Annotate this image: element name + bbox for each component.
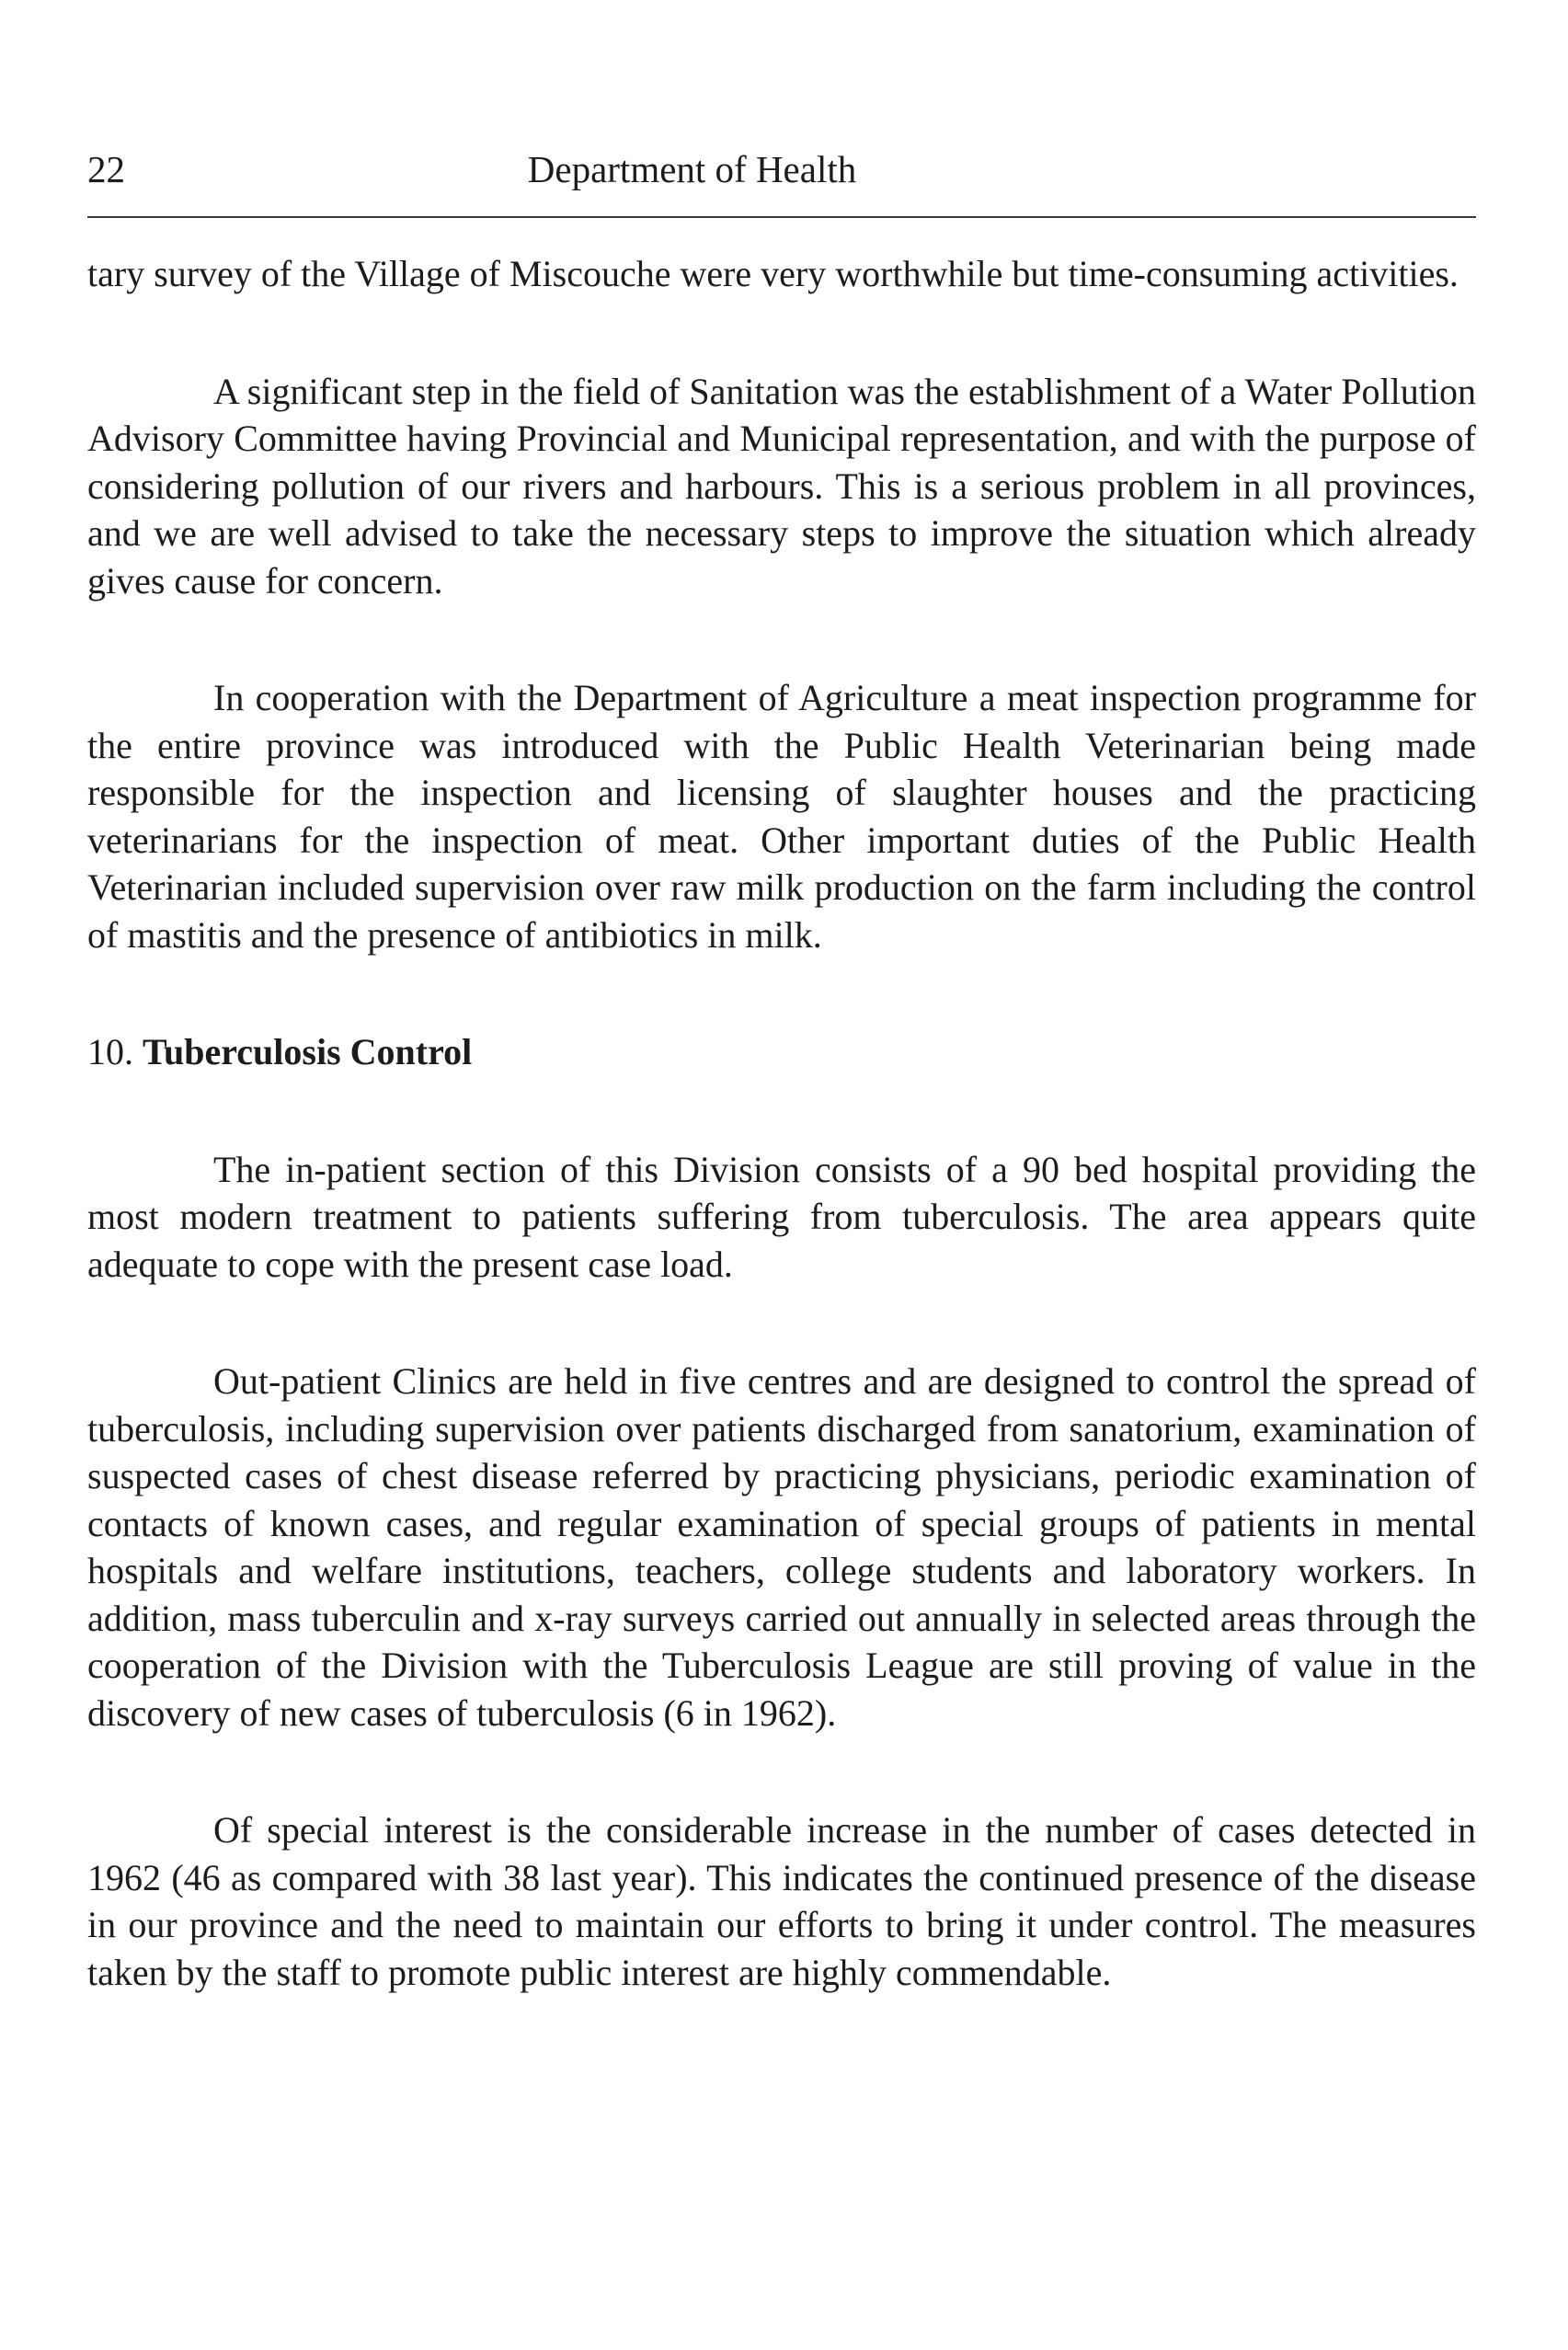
body-text — [87, 250, 1476, 1996]
header-divider — [87, 216, 1476, 218]
section-number: 10. — [87, 1031, 133, 1072]
paragraph-in-patient: The in-patient section of this Division consists of a 90 bed hospital providing the most modern treatment to patients suffering from tuberculosis. The area appears quite adequate to cope with the present case load. — [87, 1148, 1476, 1285]
section-title: Tuberculosis Control — [143, 1031, 473, 1072]
paragraph-water-pollution: A significant step in the field of Sanitation was the establishment of a Water Pollution Advisory Committee having Provincial and Municipal representation, and with the purpose of considering pollution of our rivers and harbours. This is a serious problem in all provinces, and we are well advised to take the necessary steps to improve the situation which already gives cause for concern. — [87, 370, 1476, 602]
paragraph-out-patient: Out-patient Clinics are held in five centres and are designed to control the spread of tuberculosis, including supervision over patients discharged from sanatorium, examination of suspected cases of chest disease referred by practicing physicians, periodic examination of contacts of known cases, and regular examination of special groups of patients in mental hospitals and welfare institutions, teachers, college students and laboratory workers. In addition, mass tuberculin and x-ray surveys carried out annually in selected areas through the cooperation of the Division with the Tuberculosis League are still proving of value in the discovery of new cases of tuberculosis (6 in 1962). — [87, 1360, 1476, 1734]
paragraph-continuation: tary survey of the Village of Miscouche were very worthwhile but time-consuming activities. — [87, 253, 1459, 294]
paragraph-case-increase: Of special interest is the considerable increase in the number of cases detected in 1962 (46 as compared with 38 last year). This indicates the continued presence of the disease in our province and the need to maintain our efforts to bring it under control. The measures taken by the staff to promote public interest are highly commendable. — [87, 1809, 1476, 1993]
page-number: 22 — [87, 148, 125, 190]
page-header — [87, 147, 1476, 202]
paragraph-meat-inspection: In cooperation with the Department of Agriculture a meat inspection programme for the entire province was introduced with the Public Health Veterinarian being made responsible for the inspection and licensing of slaughter houses and the practicing veterinarians for the inspection of meat. Other important duties of the Public Health Veterinarian included supervision over raw milk production on the farm including the control of mastitis and the presence of antibiotics in milk. — [87, 677, 1476, 956]
section-heading — [87, 1028, 1476, 1076]
running-title: Department of Health — [527, 148, 857, 190]
